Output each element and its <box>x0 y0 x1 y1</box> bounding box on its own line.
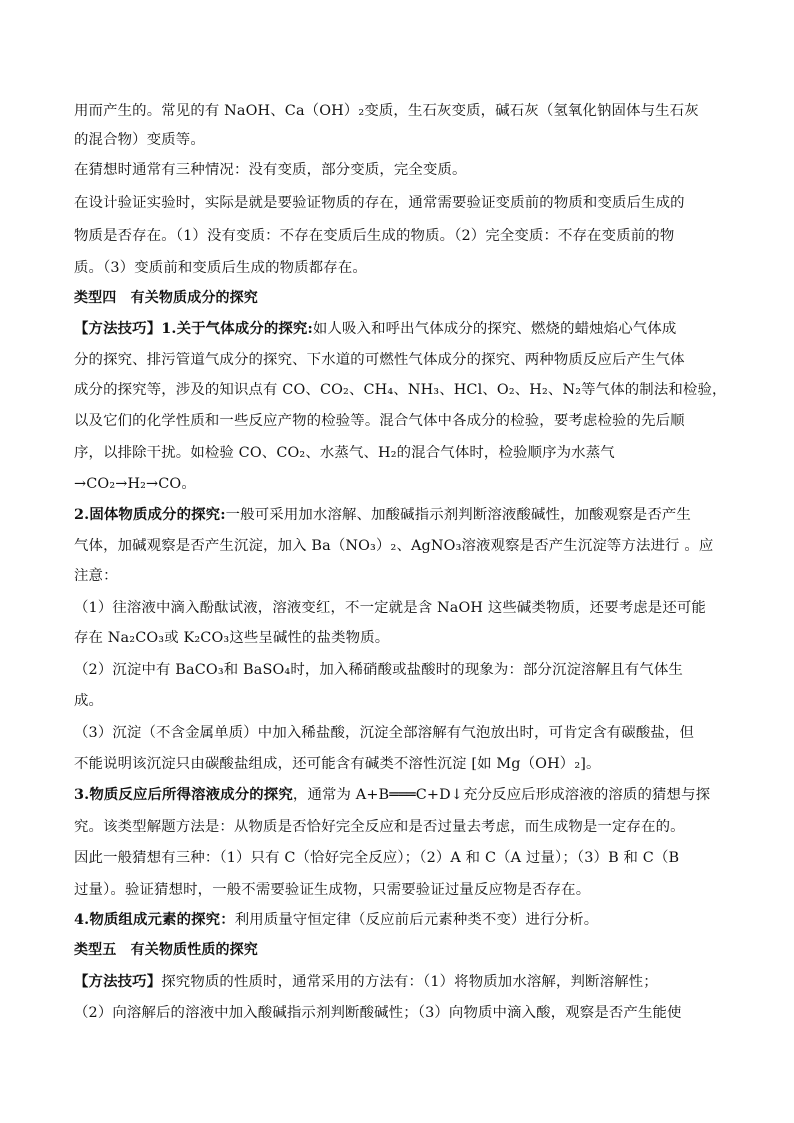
section-heading-type5: 类型五 有关物质性质的探究 <box>74 942 258 958</box>
text-line: 成分的探究等，涉及的知识点有 CO、CO₂、CH₄、NH₃、HCl、O₂、H₂、N₂等气体的制法和检验， <box>74 382 727 398</box>
text-span: 探究物质的性质时，通常采用的方法有：（1）将物质加水溶解，判断溶解性； <box>161 974 658 990</box>
text-span: ，通常为 A+B═══C+D↓充分反应后形成溶液的溶质的猜想与探 <box>292 787 711 803</box>
text-span: 如人吸入和呼出气体成分的探究、燃烧的蜡烛焰心气体成 <box>312 321 677 337</box>
text-line: 物质是否存在。（1）没有变质：不存在变质后生成的物质。（2）完全变质：不存在变质前的物 <box>74 228 675 244</box>
text-line: 的混合物）变质等。 <box>74 132 205 148</box>
note-line: 成。 <box>74 693 104 709</box>
text-line: （2）向溶解后的溶液中加入酸碱指示剂判断酸碱性；（3）向物质中滴入酸，观察是否产生能使 <box>74 1005 682 1021</box>
text-span: 一般可采用加水溶解、加酸碱指示剂判断溶液酸碱性，加酸观察是否产生 <box>225 507 691 523</box>
note-line: 存在 Na₂CO₃或 K₂CO₃这些呈碱性的盐类物质。 <box>74 630 390 646</box>
text-line: 在猜想时通常有三种情况：没有变质，部分变质，完全变质。 <box>74 162 467 178</box>
note-line: （2）沉淀中有 BaCO₃和 BaSO₄时，加入稀硝酸或盐酸时的现象为：部分沉淀溶解且有气体生 <box>74 662 683 678</box>
paragraph-solution <box>74 785 724 805</box>
method-label: 【方法技巧】 <box>74 973 162 990</box>
text-line: 序，以排除干扰。如检验 CO、CO₂、水蒸气、H₂的混合气体时，检验顺序为水蒸气 <box>74 445 615 461</box>
text-line: 注意： <box>74 568 118 584</box>
text-line: 用而产生的。常见的有 NaOH、Ca（OH）₂变质，生石灰变质，碱石灰（氢氧化钠固体与生石灰 <box>74 103 699 119</box>
text-span: 利用质量守恒定律（反应前后元素种类不变）进行分析。 <box>234 912 599 928</box>
text-line: 过量）。验证猜想时，一般不需要验证生成物，只需要验证过量反应物是否存在。 <box>74 882 591 898</box>
paragraph-title: 1.关于气体成分的探究: <box>161 320 313 337</box>
paragraph-title: 2.固体物质成分的探究: <box>74 506 226 523</box>
paragraph-properties <box>74 972 724 992</box>
text-line: 气体，加碱观察是否产生沉淀，加入 Ba（NO₃）₂、AgNO₃溶液观察是否产生沉淀等方法进行 。应 <box>74 538 714 554</box>
note-line: （1）往溶液中滴入酚酞试液，溶液变红，不一定就是含 NaOH 这些碱类物质，还要考虑是还可能 <box>74 600 706 616</box>
note-line: （3）沉淀（不含金属单质）中加入稀盐酸，沉淀全部溶解有气泡放出时，可肯定含有碳酸盐，但 <box>74 725 695 741</box>
text-line: 在设计验证实验时，实际是就是要验证物质的存在，通常需要验证变质前的物质和变质后生成的 <box>74 195 685 211</box>
paragraph-solid <box>74 505 724 525</box>
section-heading-type4: 类型四 有关物质成分的探究 <box>74 290 258 306</box>
text-line: 以及它们的化学性质和一些反应产物的检验等。混合气体中各成分的检验，要考虑检验的先后顺 <box>74 413 685 429</box>
text-line: 因此一般猜想有三种：（1）只有 C（恰好完全反应）；（2）A 和 C（A 过量）；（3）B 和 C（B <box>74 850 680 866</box>
paragraph-gas <box>74 319 724 339</box>
text-line: →CO₂→H₂→CO。 <box>74 476 196 492</box>
paragraph-elements <box>74 910 724 930</box>
text-line: 分的探究、排污管道气成分的探究、下水道的可燃性气体成分的探究、两种物质反应后产生气体 <box>74 352 685 368</box>
text-line: 究。该类型解题方法是：从物质是否恰好完全反应和是否过量去考虑，而生成物是一定存在的。 <box>74 819 685 835</box>
paragraph-title: 4.物质组成元素的探究： <box>74 911 235 928</box>
text-line: 质。（3）变质前和变质后生成的物质都存在。 <box>74 260 367 276</box>
paragraph-title: 3.物质反应后所得溶液成分的探究 <box>74 786 293 803</box>
note-line: 不能说明该沉淀只由碳酸盐组成，还可能含有碱类不溶性沉淀 [如 Mg（OH）₂]。 <box>74 756 601 772</box>
method-label: 【方法技巧】 <box>74 320 162 337</box>
